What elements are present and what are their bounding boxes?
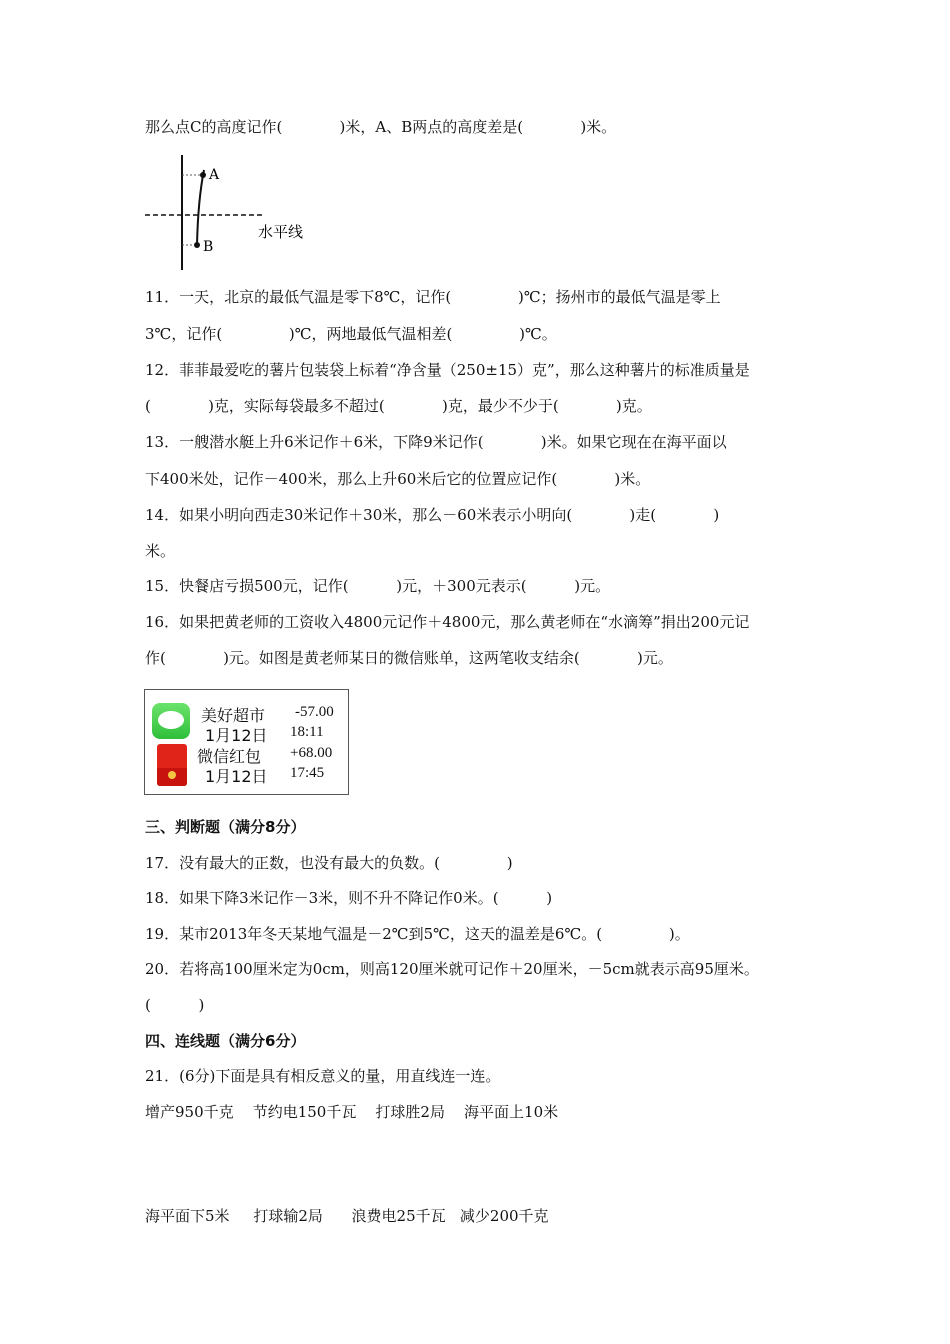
horizon-label: 水平线 (258, 223, 304, 241)
question-12-cont: ( )克，实际每袋最多不超过( )克，最少不少于( )克。 (145, 397, 652, 415)
question-20-cont: ( ) (145, 996, 205, 1014)
section-4-heading: 四、连线题（满分6分） (145, 1032, 306, 1050)
bill-time-1: 18:11 (290, 724, 324, 740)
point-a-label: A (209, 167, 220, 183)
section-3-heading: 三、判断题（满分8分） (145, 818, 306, 836)
question-18: 18．如果下降3米记作－3米，则不升不降记作0米。( ) (145, 889, 553, 907)
question-13-cont: 下400米处，记作－400米，那么上升60米后它的位置应记作( )米。 (145, 470, 651, 488)
question-16-cont: 作( )元。如图是黄老师某日的微信账单，这两笔收支结余( )元。 (145, 649, 673, 667)
height-diagram (140, 150, 320, 275)
bill-amount-1: -57.00 (295, 704, 334, 720)
bill-date-2: 1月12日 (205, 767, 268, 786)
message-icon (152, 703, 190, 739)
question-14: 14．如果小明向西走30米记作＋30米，那么－60米表示小明向( )走( ) (145, 506, 720, 524)
question-16: 16．如果把黄老师的工资收入4800元记作＋4800元，那么黄老师在“水滴筹”捐出200元记 (145, 613, 750, 631)
bill-merchant-2: 微信红包 (197, 747, 262, 766)
question-14-cont: 米。 (145, 542, 176, 560)
wechat-bill (144, 689, 349, 795)
question-11: 11．一天，北京的最低气温是零下8℃，记作( )℃；扬州市的最低气温是零上 (145, 288, 721, 306)
question-15: 15．快餐店亏损500元，记作( )元，＋300元表示( )元。 (145, 577, 611, 595)
point-b-label: B (203, 239, 214, 255)
question-11-cont: 3℃，记作( )℃，两地最低气温相差( )℃。 (145, 325, 557, 343)
question-12: 12．菲菲最爱吃的薯片包装袋上标着“净含量（250±15）克”，那么这种薯片的标准质量是 (145, 361, 750, 379)
bill-time-2: 17:45 (290, 765, 325, 781)
question-10-tail: 那么点C的高度记作( )米，A、B两点的高度差是( )米。 (145, 118, 617, 136)
matching-top-row: 增产950千克 节约电150千瓦 打球胜2局 海平面上10米 (145, 1103, 559, 1121)
question-17: 17．没有最大的正数，也没有最大的负数。( ) (145, 854, 513, 872)
question-19: 19．某市2013年冬天某地气温是－2℃到5℃，这天的温差是6℃。( )。 (145, 925, 690, 943)
matching-bottom-row: 海平面下5米 打球输2局 浪费电25千瓦 减少200千克 (145, 1207, 549, 1225)
question-20: 20．若将高100厘米定为0cm，则高120厘米就可记作＋20厘米，－5cm就表示高95厘米。 (145, 960, 759, 978)
question-13: 13．一艘潜水艇上升6米记作＋6米，下降9米记作( )米。如果它现在在海平面以 (145, 433, 727, 451)
question-21: 21．(6分)下面是具有相反意义的量，用直线连一连。 (145, 1067, 501, 1085)
bill-amount-2: +68.00 (290, 745, 333, 761)
bill-date-1: 1月12日 (205, 726, 268, 745)
red-envelope-icon (157, 744, 187, 786)
bill-merchant-1: 美好超市 (201, 706, 266, 725)
